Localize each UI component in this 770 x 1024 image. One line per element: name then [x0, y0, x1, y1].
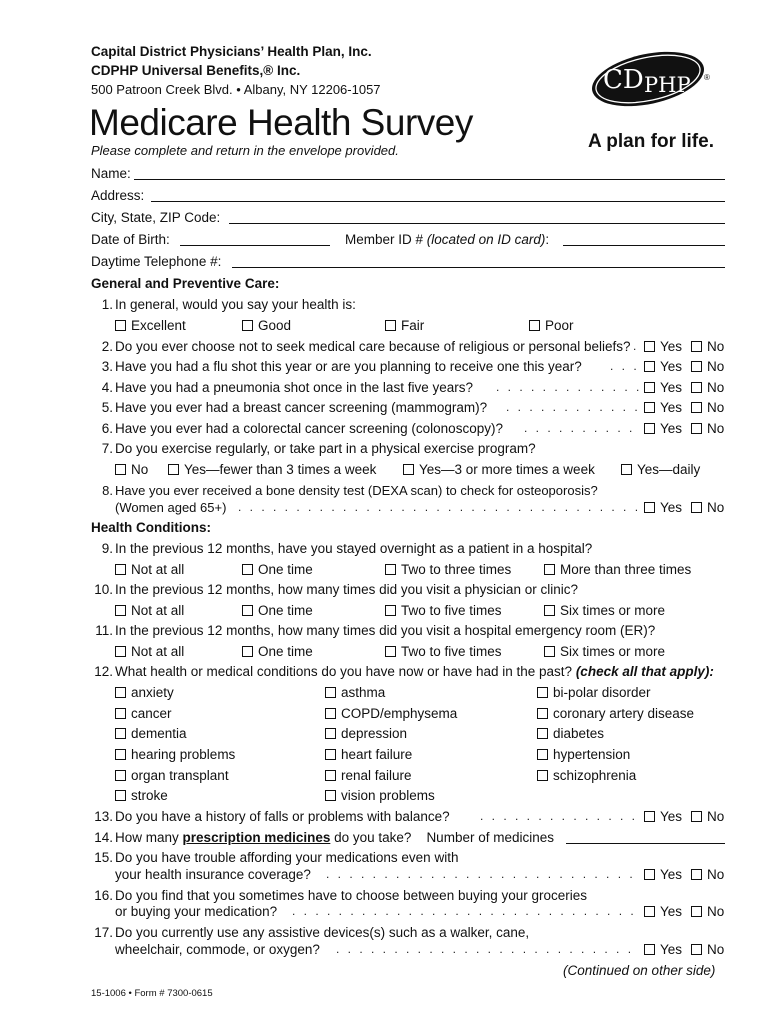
option-label: One time — [258, 603, 313, 618]
q13-no[interactable] — [691, 809, 724, 824]
no-label: No — [707, 500, 725, 515]
q11-option-six-or-more[interactable] — [544, 644, 665, 659]
checkbox[interactable] — [529, 320, 540, 331]
q5-no[interactable] — [691, 400, 724, 415]
checkbox[interactable] — [644, 423, 655, 434]
q1-question — [91, 297, 356, 312]
checkbox[interactable] — [644, 811, 655, 822]
q9-option-not-at-all[interactable] — [115, 562, 184, 577]
option-label: One time — [258, 644, 313, 659]
q17-yes[interactable] — [644, 942, 682, 957]
checkbox[interactable] — [325, 790, 336, 801]
no-label: No — [707, 867, 725, 882]
yes-label: Yes — [660, 421, 683, 436]
q8-yes[interactable] — [644, 500, 682, 515]
q7-option-daily[interactable] — [621, 462, 700, 477]
option-label: COPD/emphysema — [341, 706, 458, 721]
q2-yes[interactable] — [644, 339, 682, 354]
condition-depression[interactable] — [325, 726, 407, 741]
checkbox[interactable] — [115, 770, 126, 781]
dot-leader: . . . . . . . . . . — [524, 421, 635, 435]
no-label: No — [707, 809, 725, 824]
option-label: Yes—daily — [637, 462, 701, 477]
yes-label: Yes — [660, 500, 683, 515]
q14-pre: How many — [115, 830, 179, 845]
option-label: renal failure — [341, 768, 412, 783]
yes-label: Yes — [660, 904, 683, 919]
tagline: A plan for life. — [588, 131, 714, 152]
q16-question-line2: or buying your medication? — [115, 904, 278, 919]
checkbox[interactable] — [325, 708, 336, 719]
q6-number: 6. — [101, 421, 113, 436]
dot-leader: . . . . . . . . . . . . . . . . . . . . . . . . . . . . . . . . . . . — [238, 500, 641, 514]
q6-no[interactable] — [691, 421, 724, 436]
q9-question — [91, 541, 592, 556]
option-label: organ transplant — [131, 768, 229, 783]
q15-number: 15. — [94, 850, 113, 865]
address-label: Address: — [91, 188, 145, 203]
option-label: One time — [258, 562, 313, 577]
form-number: 15-1006 • Form # 7300-0615 — [91, 988, 213, 999]
dot-leader: . . . . . . . . . . . . — [506, 400, 641, 414]
yes-label: Yes — [660, 400, 683, 415]
q15-no[interactable] — [691, 867, 724, 882]
member-id-label — [345, 232, 549, 247]
dot-leader: . . . — [610, 359, 640, 373]
checkbox[interactable] — [544, 564, 555, 575]
q11-question — [91, 623, 655, 638]
q7-question — [91, 441, 536, 456]
q9-option-more-than-three[interactable] — [544, 562, 691, 577]
q1-option-fair[interactable] — [385, 318, 424, 333]
condition-vision-problems[interactable] — [325, 788, 435, 803]
checkbox[interactable] — [644, 361, 655, 372]
no-label: No — [707, 904, 725, 919]
condition-dementia[interactable] — [115, 726, 187, 741]
no-label: No — [707, 421, 725, 436]
q7-option-3-or-more[interactable] — [403, 462, 595, 477]
q16-no[interactable] — [691, 904, 724, 919]
q15-yes[interactable] — [644, 867, 682, 882]
checkbox[interactable] — [115, 605, 126, 616]
q16-yes[interactable] — [644, 904, 682, 919]
condition-coronary-artery-disease[interactable] — [537, 706, 694, 721]
phone-field[interactable] — [232, 267, 725, 268]
medicine-count-field[interactable] — [566, 843, 725, 844]
q13-question — [91, 809, 450, 824]
no-label: No — [707, 339, 725, 354]
option-label: anxiety — [131, 685, 174, 700]
q8-question-line2: (Women aged 65+) — [115, 500, 227, 515]
checkbox[interactable] — [385, 564, 396, 575]
checkbox[interactable] — [691, 402, 702, 413]
option-label: Two to five times — [401, 644, 502, 659]
q3-no[interactable] — [691, 359, 724, 374]
cdphp-logo — [588, 44, 714, 114]
q7-option-no[interactable] — [115, 462, 148, 477]
city-label: City, State, ZIP Code: — [91, 210, 221, 225]
option-label: hypertension — [553, 747, 631, 762]
q12-number: 12. — [94, 664, 113, 679]
option-label: Excellent — [131, 318, 186, 333]
q12-text: What health or medical conditions do you have now or have had in the past? — [115, 664, 573, 679]
section-health-conditions: Health Conditions: — [91, 520, 211, 535]
q8-text: Have you ever received a bone density test (DEXA scan) to check for osteoporosis? — [115, 483, 598, 498]
org-subsidiary: CDPHP Universal Benefits,® Inc. — [91, 63, 301, 78]
q10-option-six-or-more[interactable] — [544, 603, 665, 618]
q16-text: Do you find that you sometimes have to choose between buying your groceries — [115, 888, 588, 903]
yes-label: Yes — [660, 359, 683, 374]
q17-question — [91, 925, 529, 940]
q2-question — [91, 339, 631, 354]
checkbox[interactable] — [644, 944, 655, 955]
q1-number: 1. — [101, 297, 113, 312]
checkbox[interactable] — [691, 423, 702, 434]
checkbox[interactable] — [115, 320, 126, 331]
checkbox[interactable] — [691, 906, 702, 917]
checkbox[interactable] — [325, 770, 336, 781]
checkbox[interactable] — [385, 605, 396, 616]
q10-number: 10. — [94, 582, 113, 597]
q15-text: Do you have trouble affording your medications even with — [115, 850, 459, 865]
option-label: Six times or more — [560, 644, 666, 659]
page-title: Medicare Health Survey — [89, 102, 473, 143]
member-id-text: Member ID # — [345, 232, 424, 247]
member-id-colon: : — [545, 232, 550, 247]
q13-number: 13. — [94, 809, 113, 824]
q13-yes[interactable] — [644, 809, 682, 824]
q2-text: Do you ever choose not to seek medical care because of religious or personal beliefs? — [115, 339, 631, 354]
option-label: vision problems — [341, 788, 435, 803]
checkbox[interactable] — [242, 564, 253, 575]
option-label: coronary artery disease — [553, 706, 695, 721]
q5-yes[interactable] — [644, 400, 682, 415]
checkbox[interactable] — [537, 687, 548, 698]
q1-text: In general, would you say your health is: — [115, 297, 356, 312]
checkbox[interactable] — [644, 402, 655, 413]
no-label: No — [707, 400, 725, 415]
condition-asthma[interactable] — [325, 685, 385, 700]
logo-text-cd: CD — [603, 65, 644, 95]
condition-heart-failure[interactable] — [325, 747, 412, 762]
checkbox[interactable] — [691, 382, 702, 393]
q7-option-fewer-than-3[interactable] — [168, 462, 376, 477]
q11-option-not-at-all[interactable] — [115, 644, 184, 659]
q12-question — [91, 664, 714, 679]
condition-schizophrenia[interactable] — [537, 768, 636, 783]
checkbox[interactable] — [115, 749, 126, 760]
q14-number-label: Number of medicines — [426, 830, 554, 845]
option-label: dementia — [131, 726, 187, 741]
q14-post: do you take? — [334, 830, 412, 845]
q8-question — [91, 483, 598, 498]
checkbox[interactable] — [325, 728, 336, 739]
member-id-note: (located on ID card) — [426, 232, 546, 247]
q6-question — [91, 421, 503, 436]
checkbox[interactable] — [644, 341, 655, 352]
option-label: Two to five times — [401, 603, 502, 618]
option-label: Not at all — [131, 562, 185, 577]
condition-hearing-problems[interactable] — [115, 747, 235, 762]
q8-no[interactable] — [691, 500, 724, 515]
checkbox[interactable] — [115, 646, 126, 657]
option-label: Fair — [401, 318, 425, 333]
checkbox[interactable] — [385, 320, 396, 331]
checkbox[interactable] — [644, 382, 655, 393]
dot-leader: . . . . . . . . . . . . . — [496, 380, 642, 394]
checkbox[interactable] — [115, 790, 126, 801]
checkbox[interactable] — [115, 687, 126, 698]
q16-number: 16. — [94, 888, 113, 903]
q4-question — [91, 380, 473, 395]
checkbox[interactable] — [691, 361, 702, 372]
dob-field[interactable] — [180, 245, 330, 246]
q5-text: Have you ever had a breast cancer screening (mammogram)? — [115, 400, 488, 415]
option-label: diabetes — [553, 726, 605, 741]
checkbox[interactable] — [385, 646, 396, 657]
checkbox[interactable] — [644, 502, 655, 513]
condition-bipolar[interactable] — [537, 685, 651, 700]
option-label: bi-polar disorder — [553, 685, 651, 700]
q9-option-two-to-three[interactable] — [385, 562, 511, 577]
q10-question — [91, 582, 578, 597]
q12-note: (check all that apply): — [575, 664, 714, 679]
yes-label: Yes — [660, 942, 683, 957]
q4-text: Have you had a pneumonia shot once in the last five years? — [115, 380, 473, 395]
option-label: asthma — [341, 685, 386, 700]
continued-note: (Continued on other side) — [563, 963, 716, 978]
org-name: Capital District Physicians’ Health Plan, Inc. — [91, 44, 372, 59]
checkbox[interactable] — [115, 728, 126, 739]
condition-copd[interactable] — [325, 706, 457, 721]
q6-yes[interactable] — [644, 421, 682, 436]
section-general: General and Preventive Care: — [91, 276, 280, 291]
option-label: More than three times — [560, 562, 692, 577]
option-label: No — [131, 462, 149, 477]
no-label: No — [707, 359, 725, 374]
page-subtitle: Please complete and return in the envelope provided. — [91, 143, 399, 158]
q3-text: Have you had a flu shot this year or are you planning to receive one this year? — [115, 359, 582, 374]
q10-option-one-time[interactable] — [242, 603, 313, 618]
checkbox[interactable] — [115, 464, 126, 475]
org-address: 500 Patroon Creek Blvd. • Albany, NY 12206-1057 — [91, 82, 381, 97]
option-label: cancer — [131, 706, 172, 721]
q3-yes[interactable] — [644, 359, 682, 374]
option-label: hearing problems — [131, 747, 236, 762]
checkbox[interactable] — [537, 749, 548, 760]
checkbox[interactable] — [115, 564, 126, 575]
q17-no[interactable] — [691, 942, 724, 957]
q9-text: In the previous 12 months, have you stayed overnight as a patient in a hospital? — [115, 541, 593, 556]
condition-anxiety[interactable] — [115, 685, 174, 700]
q1-option-excellent[interactable] — [115, 318, 186, 333]
condition-cancer[interactable] — [115, 706, 172, 721]
option-label: schizophrenia — [553, 768, 637, 783]
option-label: heart failure — [341, 747, 413, 762]
q10-text: In the previous 12 months, how many times did you visit a physician or clinic? — [115, 582, 578, 597]
dot-leader: . . . . . . . . . . . . . . — [480, 809, 638, 823]
q7-text: Do you exercise regularly, or take part in a physical exercise program? — [115, 441, 536, 456]
q5-question — [91, 400, 487, 415]
condition-organ-transplant[interactable] — [115, 768, 229, 783]
condition-stroke[interactable] — [115, 788, 168, 803]
q10-option-two-to-five[interactable] — [385, 603, 502, 618]
checkbox[interactable] — [544, 605, 555, 616]
q8-number: 8. — [102, 483, 113, 498]
q17-number: 17. — [94, 925, 113, 940]
checkbox[interactable] — [242, 646, 253, 657]
q17-question-line2: wheelchair, commode, or oxygen? — [115, 942, 320, 957]
checkbox[interactable] — [115, 708, 126, 719]
q2-number: 2. — [101, 339, 113, 354]
q1-option-poor[interactable] — [529, 318, 574, 333]
condition-renal-failure[interactable] — [325, 768, 412, 783]
q9-option-one-time[interactable] — [242, 562, 313, 577]
q7-number: 7. — [101, 441, 113, 456]
checkbox[interactable] — [325, 687, 336, 698]
checkbox[interactable] — [242, 605, 253, 616]
option-label: Yes—fewer than 3 times a week — [184, 462, 377, 477]
no-label: No — [707, 942, 725, 957]
q14-number: 14. — [94, 830, 113, 845]
address-field[interactable] — [151, 201, 725, 202]
logo-text-php: PHP — [644, 73, 691, 97]
yes-label: Yes — [660, 867, 683, 882]
q11-option-one-time[interactable] — [242, 644, 313, 659]
yes-label: Yes — [660, 339, 683, 354]
checkbox[interactable] — [168, 464, 179, 475]
q17-text: Do you currently use any assistive devices(s) such as a walker, cane, — [115, 925, 530, 940]
option-label: Not at all — [131, 603, 185, 618]
no-label: No — [707, 380, 725, 395]
q5-number: 5. — [101, 400, 113, 415]
checkbox[interactable] — [537, 708, 548, 719]
dot-leader: . . . . . . . . . . . . . . . . . . . . . . . . . . . — [326, 867, 636, 881]
checkbox[interactable] — [325, 749, 336, 760]
q10-option-not-at-all[interactable] — [115, 603, 184, 618]
option-label: Poor — [545, 318, 574, 333]
yes-label: Yes — [660, 809, 683, 824]
city-state-zip-field[interactable] — [229, 223, 725, 224]
q6-text: Have you ever had a colorectal cancer screening (colonoscopy)? — [115, 421, 503, 436]
dot-leader: . . . . . . . . . . . . . . . . . . . . . . . . . . . . . . — [292, 904, 637, 918]
option-label: Two to three times — [401, 562, 512, 577]
q2-no[interactable] — [691, 339, 724, 354]
q15-question — [91, 850, 458, 865]
condition-diabetes[interactable] — [537, 726, 604, 741]
checkbox[interactable] — [691, 811, 702, 822]
checkbox[interactable] — [544, 646, 555, 657]
dob-label: Date of Birth: — [91, 232, 170, 247]
yes-label: Yes — [660, 380, 683, 395]
name-field[interactable] — [134, 179, 725, 180]
checkbox[interactable] — [691, 341, 702, 352]
option-label: Not at all — [131, 644, 185, 659]
checkbox[interactable] — [644, 906, 655, 917]
q11-number: 11. — [95, 623, 113, 638]
option-label: Six times or more — [560, 603, 666, 618]
condition-hypertension[interactable] — [537, 747, 630, 762]
phone-label: Daytime Telephone #: — [91, 254, 222, 269]
checkbox[interactable] — [621, 464, 632, 475]
q15-question-line2: your health insurance coverage? — [115, 867, 311, 882]
option-label: Good — [258, 318, 292, 333]
checkbox[interactable] — [691, 944, 702, 955]
checkbox[interactable] — [242, 320, 253, 331]
q16-question — [91, 888, 587, 903]
checkbox[interactable] — [537, 770, 548, 781]
q11-text: In the previous 12 months, how many times did you visit a hospital emergency room (ER)? — [115, 623, 656, 638]
q11-option-two-to-five[interactable] — [385, 644, 502, 659]
checkbox[interactable] — [403, 464, 414, 475]
q9-number: 9. — [101, 541, 113, 556]
q4-no[interactable] — [691, 380, 724, 395]
q4-yes[interactable] — [644, 380, 682, 395]
q13-text: Do you have a history of falls or problems with balance? — [115, 809, 450, 824]
q3-question — [91, 359, 582, 374]
q14-question — [91, 830, 554, 845]
dot-leader: . . . . . . . . . . . . . . . . . . . . . . . . . . — [336, 942, 634, 956]
logo-reg-mark: ® — [704, 73, 710, 82]
option-label: depression — [341, 726, 408, 741]
checkbox[interactable] — [644, 869, 655, 880]
prescription-medicines-link[interactable]: prescription medicines — [182, 830, 331, 845]
option-label: stroke — [131, 788, 168, 803]
checkbox[interactable] — [537, 728, 548, 739]
q3-number: 3. — [101, 359, 113, 374]
member-id-field[interactable] — [563, 245, 725, 246]
dot-leader: . — [633, 339, 639, 353]
option-label: Yes—3 or more times a week — [419, 462, 595, 477]
q4-number: 4. — [101, 380, 113, 395]
checkbox[interactable] — [691, 869, 702, 880]
checkbox[interactable] — [691, 502, 702, 513]
name-label: Name: — [91, 166, 131, 181]
q1-option-good[interactable] — [242, 318, 291, 333]
